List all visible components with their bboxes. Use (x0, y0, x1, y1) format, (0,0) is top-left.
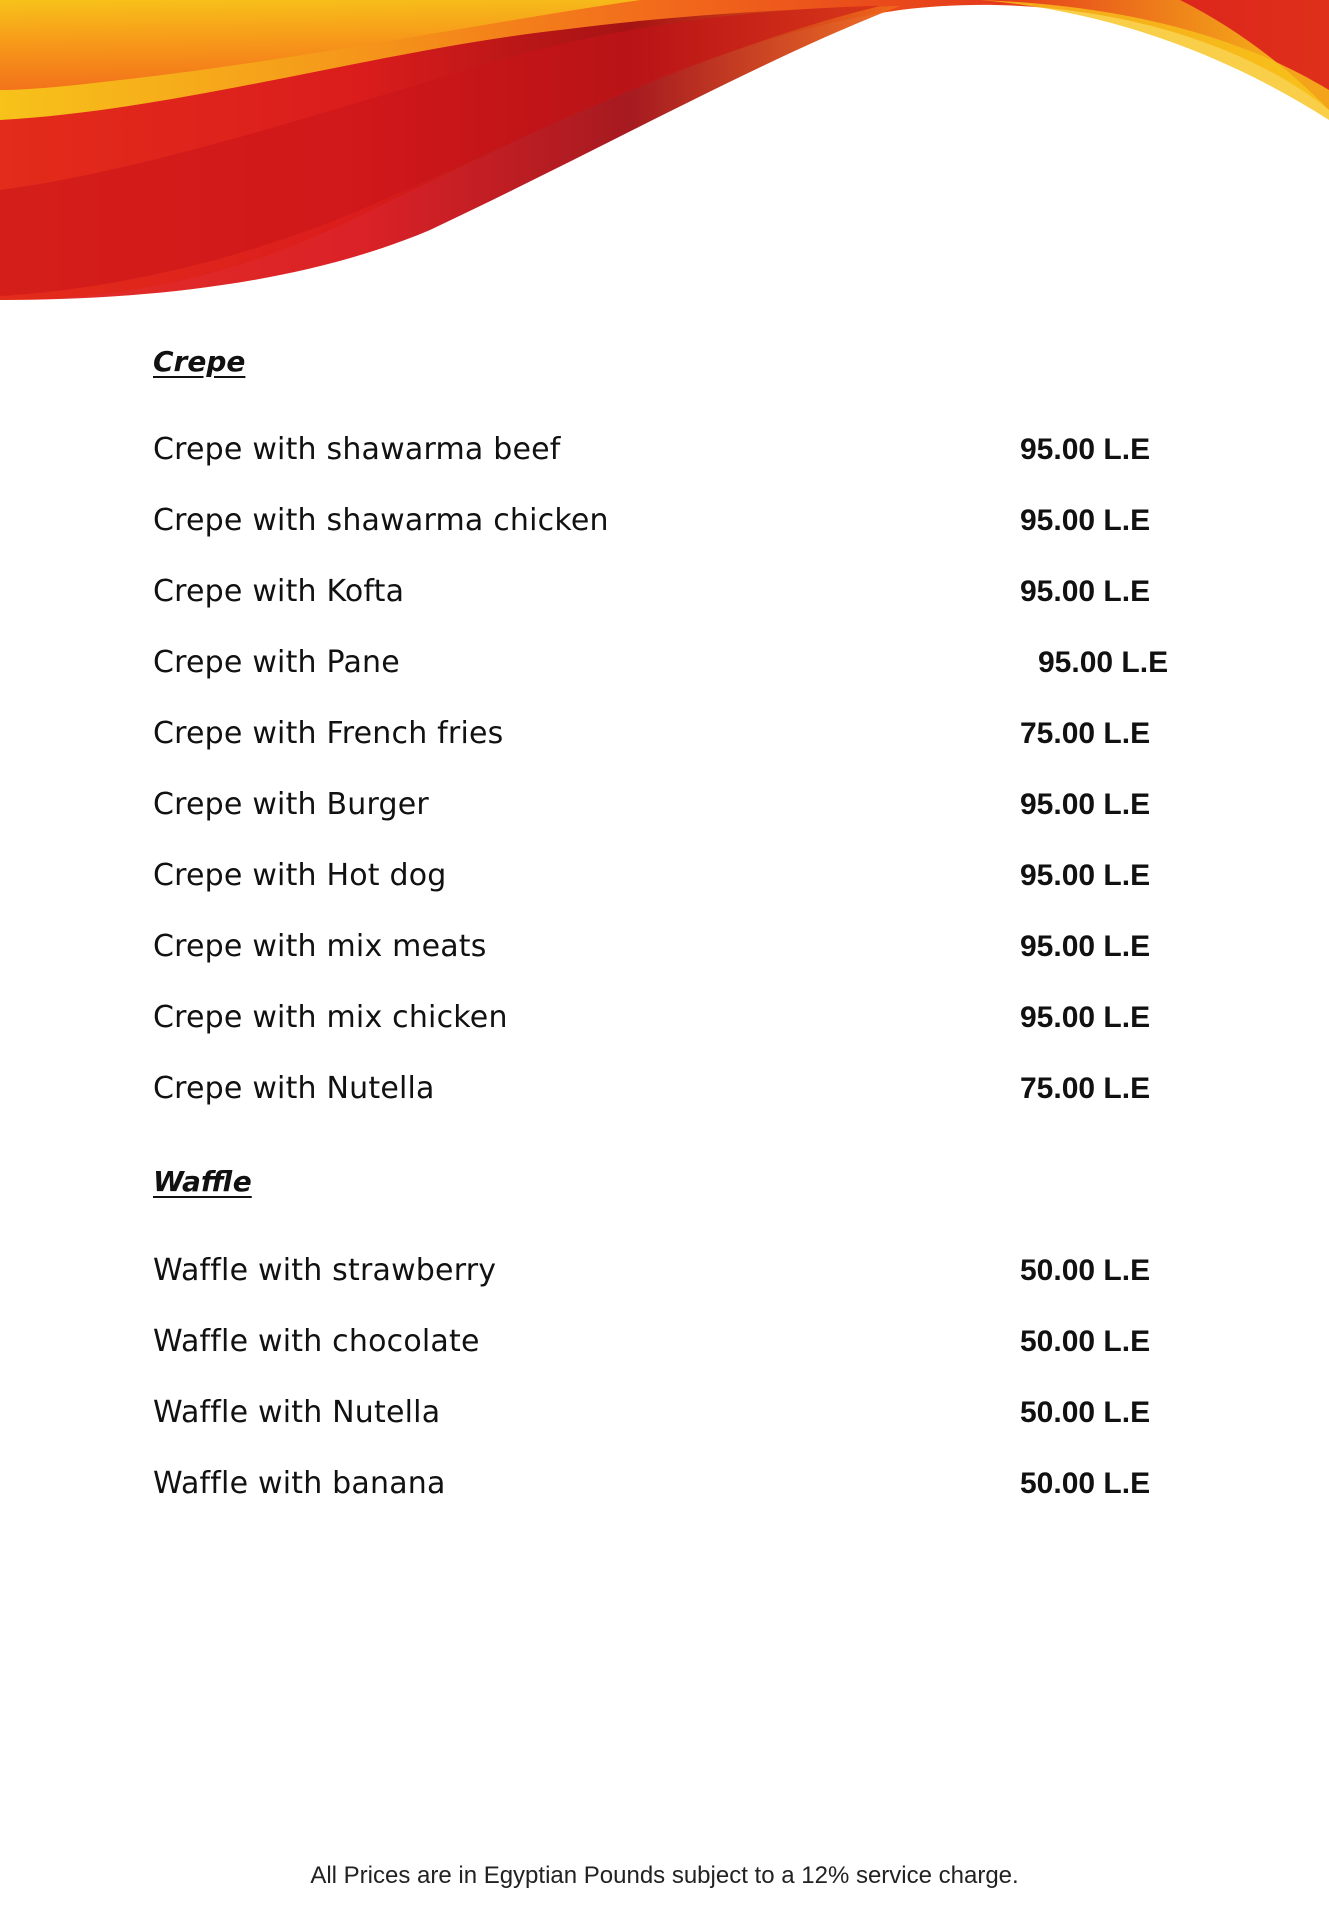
item-name: Waffle with chocolate (153, 1324, 480, 1359)
item-name: Waffle with banana (153, 1466, 446, 1501)
item-name: Crepe with Hot dog (153, 858, 447, 893)
crepe-list (153, 414, 1183, 1124)
menu-item (153, 1377, 1183, 1448)
menu-item (153, 1053, 1183, 1124)
item-price: 50.00 L.E (1020, 1253, 1151, 1287)
item-name: Waffle with strawberry (153, 1253, 497, 1288)
item-name: Crepe with Kofta (153, 574, 405, 609)
item-price: 95.00 L.E (1020, 929, 1151, 963)
item-price: 95.00 L.E (1020, 787, 1151, 821)
item-price: 95.00 L.E (1020, 432, 1151, 466)
service-charge-footer: All Prices are in Egyptian Pounds subject to a 12% service charge. (310, 1862, 1019, 1889)
item-price: 75.00 L.E (1020, 716, 1151, 750)
item-price: 95.00 L.E (1020, 858, 1151, 892)
menu-item (153, 414, 1183, 485)
menu-item (153, 698, 1183, 769)
menu-item (153, 840, 1183, 911)
item-name: Crepe with shawarma beef (153, 432, 561, 467)
menu-item (153, 1306, 1183, 1377)
menu-item (153, 769, 1183, 840)
section-title-waffle: Waffle (153, 1165, 252, 1198)
item-name: Waffle with Nutella (153, 1395, 441, 1430)
item-price: 50.00 L.E (1020, 1324, 1151, 1358)
item-name: Crepe with mix meats (153, 929, 487, 964)
item-price: 95.00 L.E (1020, 503, 1151, 537)
menu-item (153, 485, 1183, 556)
menu-item (153, 982, 1183, 1053)
item-name: Crepe with Pane (153, 645, 400, 680)
item-name: Crepe with French fries (153, 716, 504, 751)
menu-item (153, 556, 1183, 627)
item-price: 95.00 L.E (1020, 1000, 1151, 1034)
item-name: Crepe with Nutella (153, 1071, 435, 1106)
item-price: 50.00 L.E (1020, 1395, 1151, 1429)
decorative-swoosh-banner (0, 0, 1329, 320)
item-price: 95.00 L.E (1038, 645, 1169, 679)
section-title-crepe: Crepe (153, 345, 246, 378)
menu-item (153, 1448, 1183, 1519)
item-price: 95.00 L.E (1020, 574, 1151, 608)
menu-item (153, 627, 1183, 698)
item-name: Crepe with mix chicken (153, 1000, 508, 1035)
item-price: 75.00 L.E (1020, 1071, 1151, 1105)
item-price: 50.00 L.E (1020, 1466, 1151, 1500)
menu-content (153, 345, 1183, 1519)
menu-item (153, 911, 1183, 982)
menu-item (153, 1235, 1183, 1306)
waffle-list (153, 1235, 1183, 1519)
item-name: Crepe with shawarma chicken (153, 503, 609, 538)
item-name: Crepe with Burger (153, 787, 429, 822)
